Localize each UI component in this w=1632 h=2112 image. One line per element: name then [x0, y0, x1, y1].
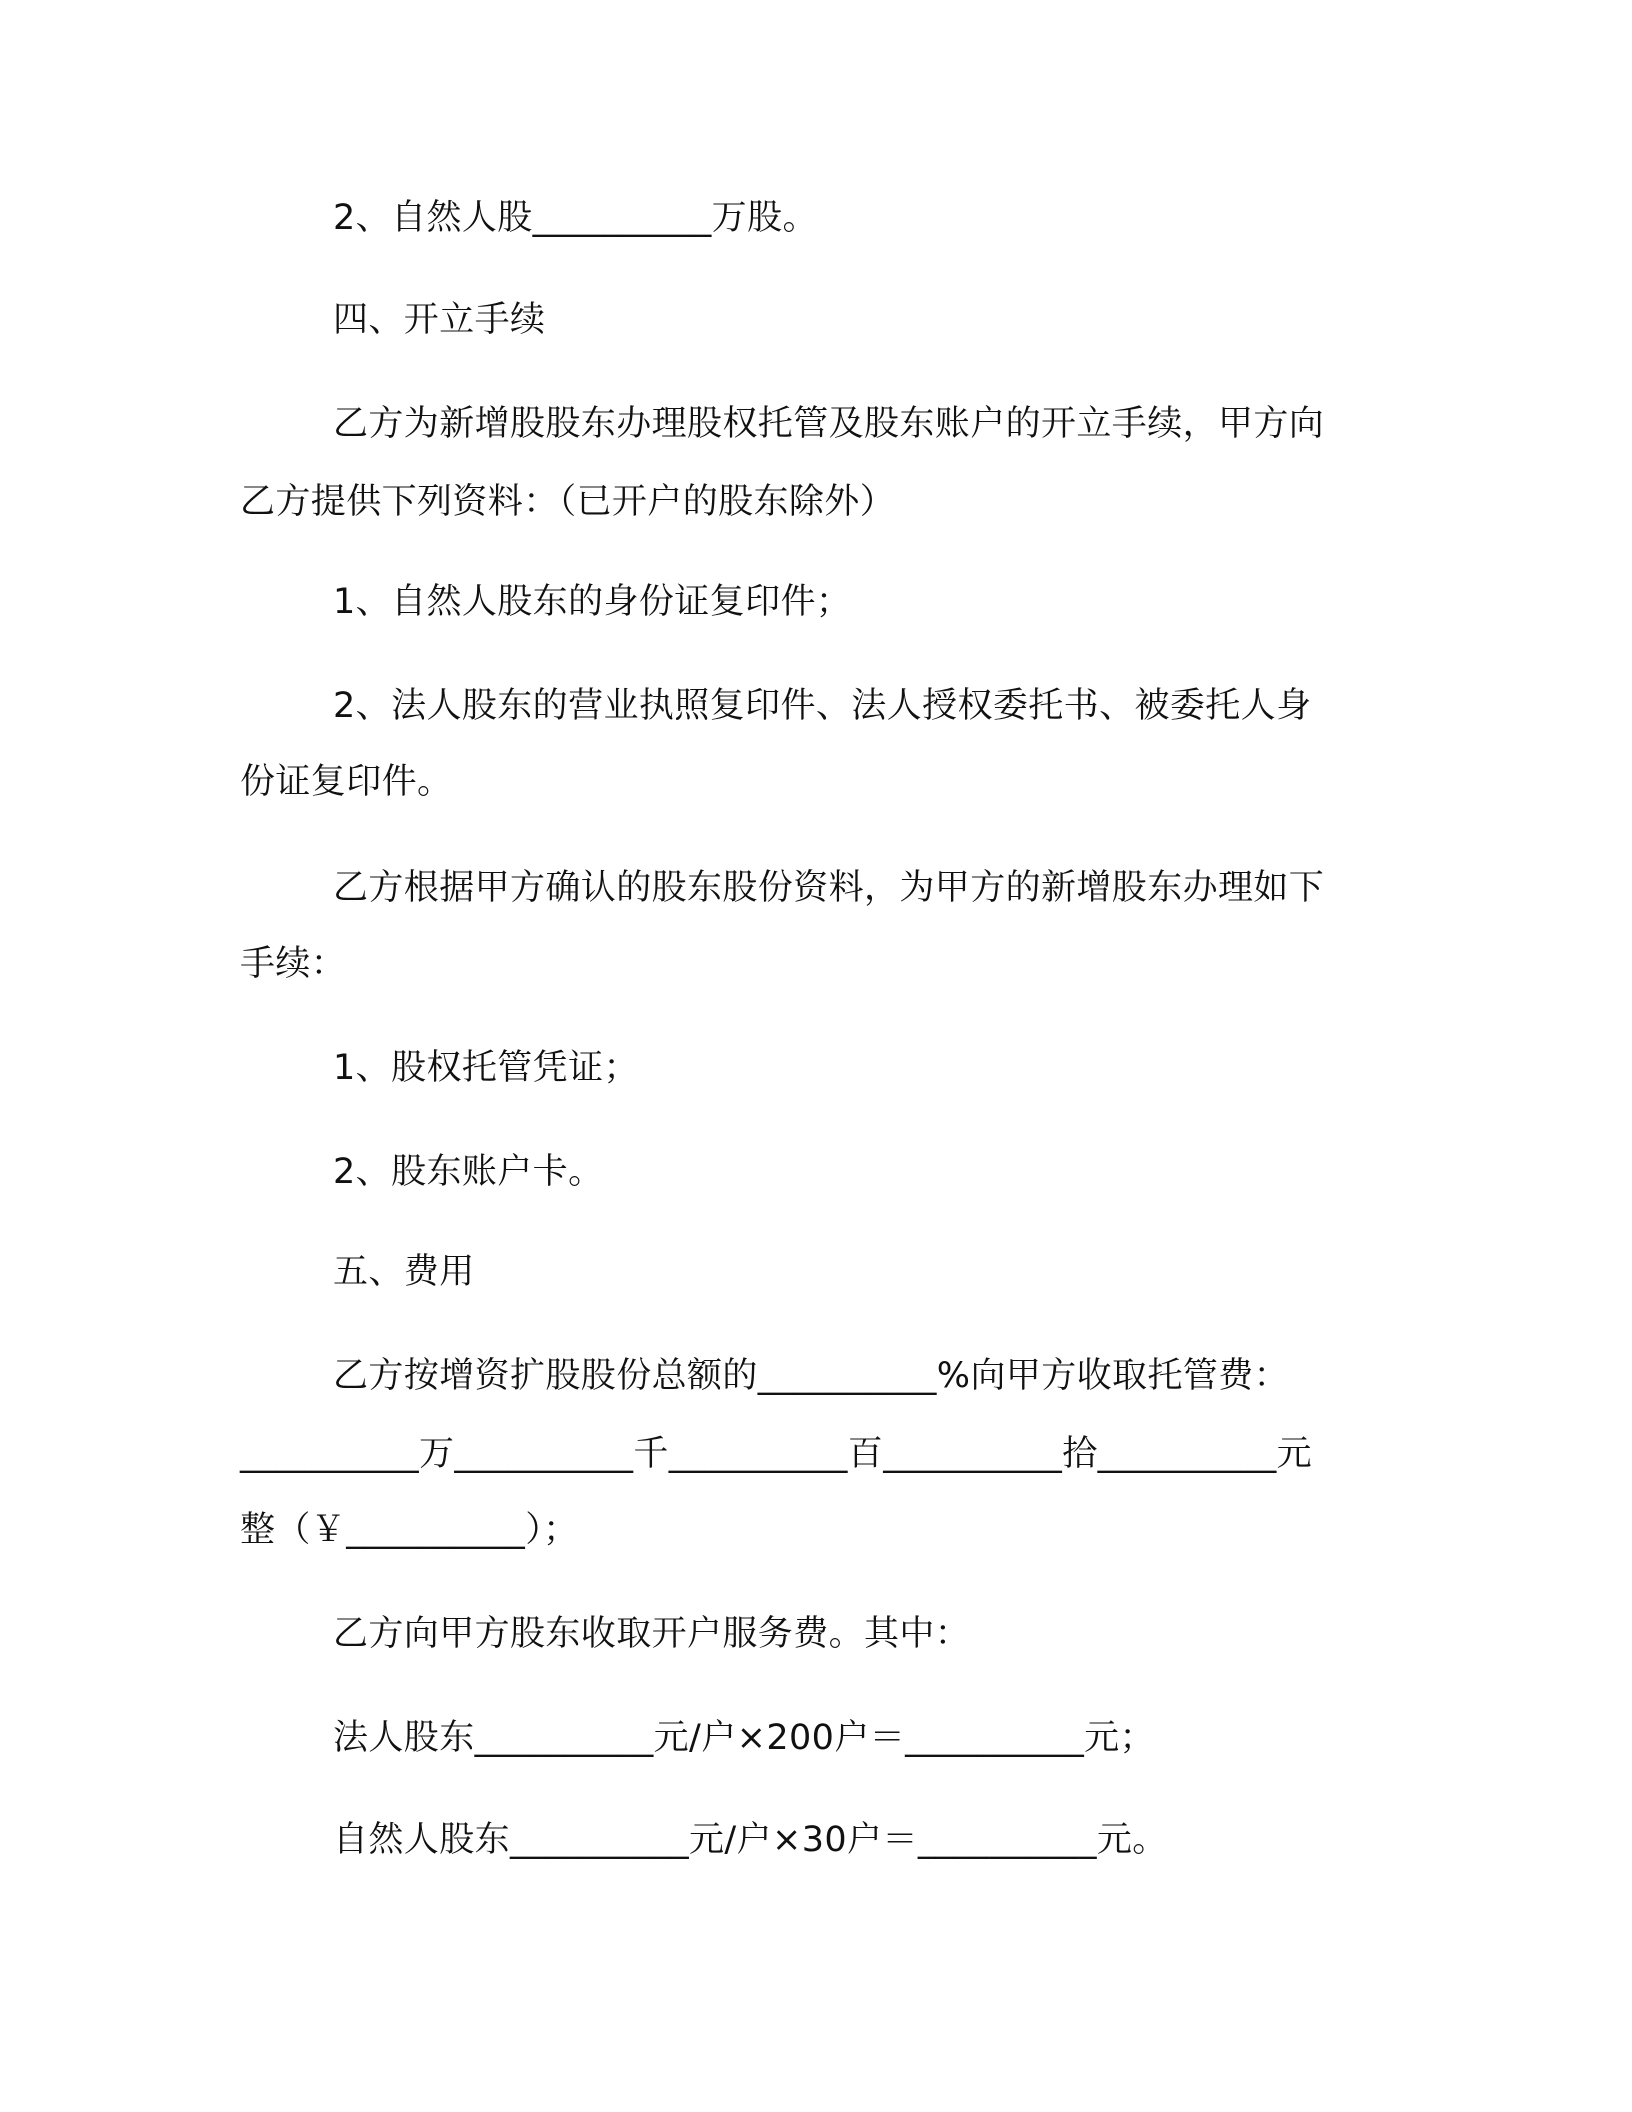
- shares-natural-person-line: 2、自然人股__________万股。: [333, 198, 818, 238]
- paragraph-handling-line-1: 乙方根据甲方确认的股东股份资料，为甲方的新增股东办理如下: [333, 868, 1325, 908]
- list-item-account-card: 2、股东账户卡。: [333, 1152, 604, 1192]
- paragraph-handling-line-2: 手续：: [240, 944, 347, 984]
- list-item-id-copy: 1、自然人股东的身份证复印件；: [333, 582, 852, 622]
- natural-person-fee-line: 自然人股东__________元/户×30户＝__________元。: [333, 1820, 1168, 1860]
- paragraph-fee-line-2: __________万__________千__________百__________拾__________元: [240, 1434, 1313, 1474]
- section-heading-fees: 五、费用: [333, 1252, 475, 1292]
- list-item-custody-certificate: 1、股权托管凭证；: [333, 1048, 639, 1088]
- list-item-license-copy-line-2: 份证复印件。: [240, 762, 453, 802]
- section-heading-procedures: 四、开立手续: [333, 300, 546, 340]
- paragraph-fee-line-1: 乙方按增资扩股股份总额的__________%向甲方收取托管费：: [333, 1356, 1290, 1396]
- paragraph-procedures-line-1: 乙方为新增股股东办理股权托管及股东账户的开立手续，甲方向: [333, 404, 1325, 444]
- list-item-license-copy-line-1: 2、法人股东的营业执照复印件、法人授权委托书、被委托人身: [333, 686, 1312, 726]
- paragraph-service-fee: 乙方向甲方股东收取开户服务费。其中：: [333, 1614, 971, 1654]
- paragraph-fee-line-3: 整（￥__________）；: [240, 1510, 579, 1550]
- legal-person-fee-line: 法人股东__________元/户×200户＝__________元；: [333, 1718, 1155, 1758]
- paragraph-procedures-line-2: 乙方提供下列资料：（已开户的股东除外）: [240, 482, 896, 522]
